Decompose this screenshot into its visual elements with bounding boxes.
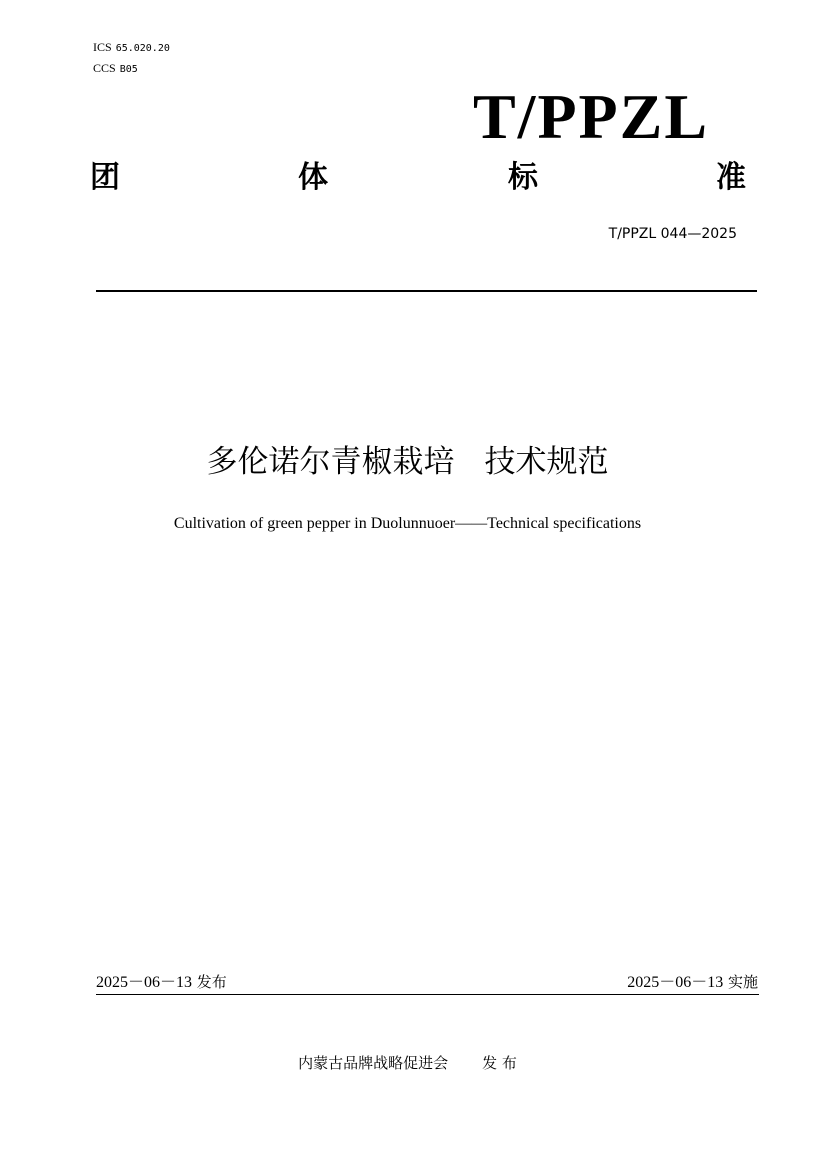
standard-type-char-2: 体 xyxy=(298,160,328,195)
standard-type-char-3: 标 xyxy=(508,160,538,195)
publish-date: 2025－06－13 xyxy=(96,974,193,991)
standard-type-char-4: 准 xyxy=(716,160,746,195)
ics-line xyxy=(93,40,170,56)
implement-word: 实施 xyxy=(727,973,758,991)
title-english: Cultivation of green pepper in Duolunnuoer——Technical specifications xyxy=(173,515,642,532)
publish-word: 发布 xyxy=(196,973,227,991)
footer-divider xyxy=(96,994,759,995)
ccs-value: B05 xyxy=(119,64,138,75)
implement-date: 2025－06－13 xyxy=(627,974,724,991)
standard-type-char-1: 团 xyxy=(90,160,120,195)
publish-date-line xyxy=(96,972,227,993)
title-chinese-part1: 多伦诺尔青椒栽培 xyxy=(206,444,455,480)
header-divider xyxy=(96,290,757,292)
ccs-label: CCS xyxy=(93,61,116,75)
issuer-action: 发 布 xyxy=(482,1054,517,1072)
ics-value: 65.020.20 xyxy=(115,43,170,54)
org-code-logo: T/PPZL xyxy=(472,81,709,152)
issuer-name: 内蒙古品牌战略促进会 xyxy=(298,1054,449,1072)
standard-number: T/PPZL 044—2025 xyxy=(608,226,737,242)
title-chinese-part2: 技术规范 xyxy=(484,444,609,480)
implement-date-line xyxy=(627,972,758,993)
ccs-line xyxy=(93,61,138,77)
issuer-line xyxy=(0,1053,815,1073)
ics-label: ICS xyxy=(93,40,112,54)
title-chinese xyxy=(0,442,815,482)
